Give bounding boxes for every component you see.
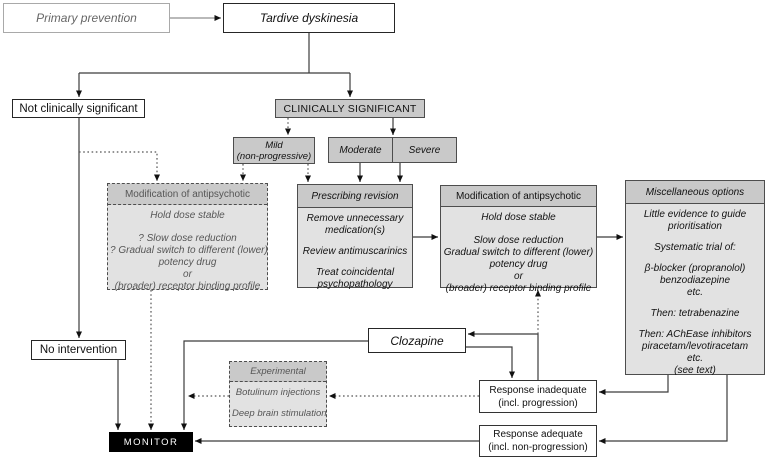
response-adequate-line2: (incl. non-progression) [488, 442, 588, 453]
text-line: (broader) receptor binding profile [114, 281, 261, 292]
miscellaneous-options-body [626, 204, 764, 377]
text-line: ? Slow dose reduction [138, 233, 237, 244]
text-block [628, 263, 762, 299]
miscellaneous-options-header: Miscellaneous options [626, 181, 764, 204]
text-line: potency drug [158, 257, 217, 268]
modification-center-header: Modification of antipsychotic [441, 186, 596, 207]
modification-left-header: Modification of antipsychotic [108, 184, 267, 205]
modification-left-box [107, 183, 268, 290]
text-line: Systematic trial of: [654, 242, 736, 253]
tardive-dyskinesia-box: Tardive dyskinesia [223, 3, 395, 33]
text-line: β-blocker (propranolol) [644, 263, 746, 274]
edge-misc-to-respadequate [599, 375, 727, 441]
prescribing-revision-header: Prescribing revision [298, 185, 412, 208]
experimental-box [229, 361, 327, 427]
response-adequate-line1: Response adequate [493, 429, 583, 440]
monitor-box: MONITOR [109, 432, 193, 452]
edge-respinadequate-to-clozapine [468, 334, 538, 380]
text-line: benzodiazepine [659, 275, 731, 286]
modification-center-box [440, 185, 597, 294]
text-line: Deep brain stimulation [232, 408, 327, 419]
text-line: or [514, 271, 523, 282]
miscellaneous-options-box [625, 180, 765, 375]
text-line: potency drug [489, 259, 548, 270]
no-intervention-box: No intervention [31, 340, 126, 360]
not-clinically-significant-box: Not clinically significant [12, 99, 145, 118]
moderate-box: Moderate [328, 137, 393, 163]
experimental-body [230, 382, 326, 420]
text-line: Little evidence to guide prioritisation [643, 209, 747, 232]
experimental-header: Experimental [230, 362, 326, 382]
modification-left-body [108, 205, 267, 293]
text-line: (broader) receptor binding profile [445, 283, 592, 294]
mild-line1: Mild [265, 139, 283, 151]
edge-notsig-to-modleft-dotted [79, 152, 157, 181]
mild-line2: (non-progressive) [236, 150, 312, 162]
clinically-significant-box: CLINICALLY SIGNIFICANT [275, 99, 425, 118]
text-line: or [183, 269, 192, 280]
text-line: (see text) [674, 365, 716, 376]
clozapine-box: Clozapine [368, 328, 466, 353]
text-line: Gradual switch to different (lower) [443, 247, 594, 258]
text-line: Treat coincidental psychopathology [315, 267, 395, 290]
text-block [628, 329, 762, 377]
response-inadequate-line1: Response inadequate [489, 384, 587, 396]
text-line: etc. [686, 353, 704, 364]
primary-prevention-box: Primary prevention [3, 3, 170, 33]
edge-misc-to-respinadequate [599, 375, 668, 392]
text-line: Hold dose stable [150, 210, 225, 221]
text-line: Hold dose stable [481, 212, 556, 223]
prescribing-revision-box [297, 184, 413, 288]
mild-box [233, 137, 315, 164]
modification-center-body [441, 207, 596, 295]
text-line: Then: AChEase inhibitors [638, 329, 752, 340]
prescribing-revision-body [298, 208, 412, 291]
text-line: Then: tetrabenazine [650, 308, 740, 319]
text-line: Botulinum injections [235, 387, 321, 398]
text-line: etc. [686, 287, 704, 298]
text-line: Remove unnecessary medication(s) [306, 213, 404, 236]
response-adequate-box [479, 425, 597, 457]
response-inadequate-line2: (incl. progression) [498, 397, 578, 409]
text-line: piracetam/levotiracetam [641, 341, 749, 352]
edge-clozapine-to-respinadequate [466, 347, 512, 378]
response-inadequate-box [479, 380, 597, 413]
severe-box: Severe [392, 137, 457, 163]
text-line: Slow dose reduction [473, 235, 564, 246]
text-line: Review antimuscarinics [302, 246, 408, 257]
text-line: ? Gradual switch to different (lower) [110, 245, 268, 256]
